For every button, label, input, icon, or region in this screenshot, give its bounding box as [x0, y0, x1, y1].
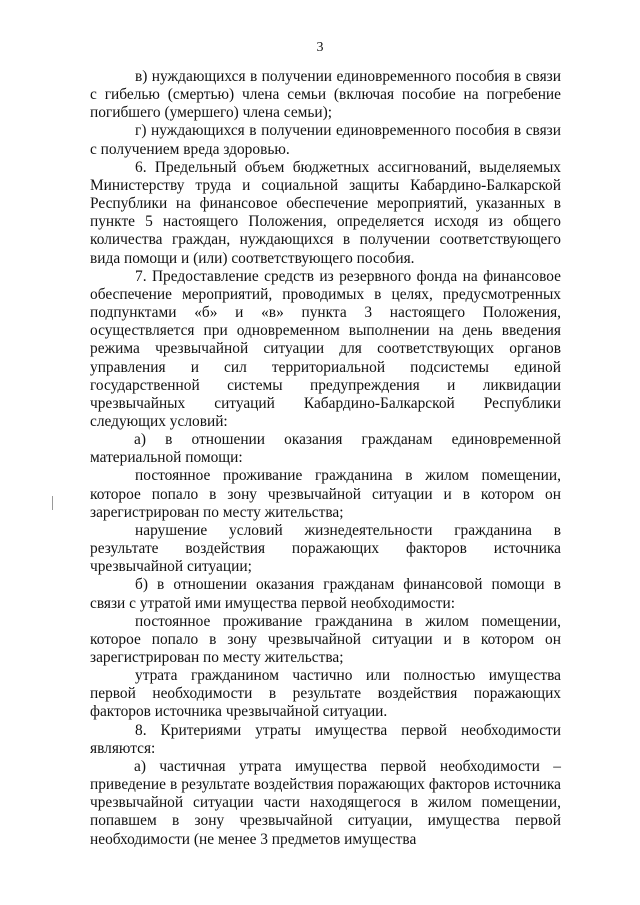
paragraph-v-funeral-benefit: в) нуждающихся в получении единовременного пособия в связи с гибелью (смертью) члена семьи (включая пособие на погребение погибшего (умершего) члена семьи); — [90, 68, 561, 122]
paragraph-a-partial-loss: а) частичная утрата имущества первой необходимости – приведение в результате воздействия поражающих факторов источника чрезвычайной ситуации части находящегося в жилом помещении, попавшем в зону чрезвычайной ситуации, имущества первой необходимости (не менее 3 предметов имущества — [90, 757, 561, 848]
paragraph-residence-condition: постоянное проживание гражданина в жилом помещении, которое попало в зону чрезвычайной ситуации и в котором он зарегистрирован по месту жительства; — [90, 467, 561, 521]
paragraph-residence-condition-2: постоянное проживание гражданина в жилом помещении, которое попало в зону чрезвычайной ситуации и в котором он зарегистрирован по месту жительства; — [90, 612, 561, 666]
paragraph-b-financial-aid: б) в отношении оказания гражданам финансовой помощи в связи с утратой ими имущества первой необходимости: — [90, 576, 561, 612]
document-body — [90, 68, 561, 849]
paragraph-6-budget-limit: 6. Предельный объем бюджетных ассигнований, выделяемых Министерству труда и социальной защиты Кабардино-Балкарской Республики на финансовое обеспечение мероприятий, указанных в пункте 5 настоящего Положения, определяется исходя из общего количества граждан, нуждающихся в получении соответствующего вида помощи и (или) соответствующего пособия. — [90, 158, 561, 267]
page-number: 3 — [316, 40, 324, 55]
paragraph-a-material-aid: а) в отношении оказания гражданам единовременной материальной помощи: — [90, 431, 561, 467]
paragraph-7-reserve-fund: 7. Предоставление средств из резервного фонда на финансовое обеспечение мероприятий, проводимых в целях, предусмотренных подпунктами «б» и «в» пункта 3 настоящего Положения, осуществляется при одновременном выполнении на день введения режима чрезвычайной ситуации для соответствующих органов управления и сил территориальной подсистемы единой государственной системы предупреждения и ликвидации чрезвычайных ситуаций Кабардино-Балкарской Республики следующих условий: — [90, 267, 561, 430]
scan-mark — [52, 496, 53, 510]
paragraph-8-criteria: 8. Критериями утраты имущества первой необходимости являются: — [90, 721, 561, 757]
paragraph-property-loss: утрата гражданином частично или полностью имущества первой необходимости в результате воздействия поражающих факторов источника чрезвычайной ситуации. — [90, 667, 561, 721]
paragraph-g-health-benefit: г) нуждающихся в получении единовременного пособия в связи с получением вреда здоровью. — [90, 122, 561, 158]
paragraph-living-conditions: нарушение условий жизнедеятельности гражданина в результате воздействия поражающих факторов источника чрезвычайной ситуации; — [90, 521, 561, 576]
